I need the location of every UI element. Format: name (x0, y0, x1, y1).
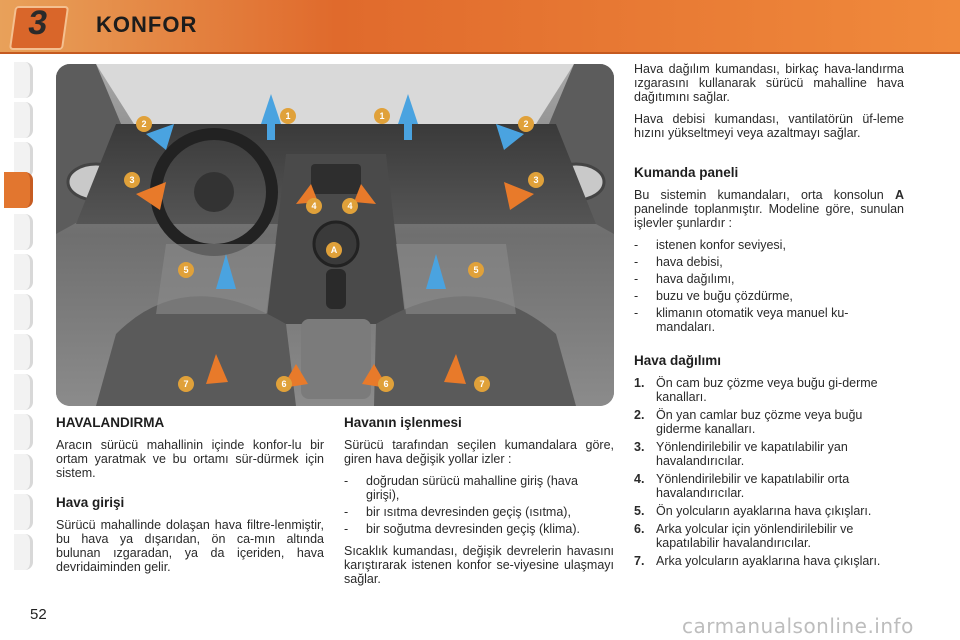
callout-7-right (474, 376, 490, 392)
chapter-number: 3 (25, 4, 51, 42)
callout-6-left (276, 376, 292, 392)
distribution-control-text: Hava dağılım kumandası, birkaç hava-landırma ızgarasını kullanarak sürücü mahalline hava dağıtımını sağlar. (634, 62, 904, 104)
callout-5-right (468, 262, 484, 278)
airflow-arrow-icon (267, 122, 275, 140)
list-item: 4. Yönlendirilebilir ve kapatılabilir orta havalandırıcılar. (634, 472, 850, 500)
svg-text:1: 1 (379, 111, 385, 121)
svg-text:7: 7 (183, 379, 189, 389)
air-distribution-list (634, 376, 904, 568)
section-heading: HAVALANDIRMA (56, 415, 165, 430)
list-item: 5. Ön yolcuların ayaklarına hava çıkışları. (634, 504, 872, 518)
page-number: 52 (30, 606, 47, 623)
svg-text:3: 3 (129, 175, 135, 185)
air-distribution-heading: Hava dağılımı (634, 353, 722, 368)
callout-3-left (124, 172, 140, 188)
chapter-tab[interactable] (14, 102, 33, 138)
callout-7-left (178, 376, 194, 392)
right-floor (396, 244, 516, 314)
chapter-tab[interactable] (14, 374, 33, 410)
svg-text:4: 4 (347, 201, 353, 211)
air-treatment-outro: Sıcaklık kumandası, değişik devrelerin havasını karıştırarak istenen konfor se-viyesine ulaşmayı sağlar. (344, 544, 614, 586)
control-panel-heading: Kumanda paneli (634, 165, 739, 180)
chapter-tab[interactable] (14, 414, 33, 450)
chapter-header (0, 0, 960, 54)
list-item: - bir ısıtma devresinden geçiş (ısıtma), (344, 505, 571, 519)
callout-4-right (342, 198, 358, 214)
air-paths-list (344, 474, 614, 536)
page-title: KONFOR (96, 12, 198, 37)
callout-2-right (518, 116, 534, 132)
svg-text:5: 5 (473, 265, 479, 275)
svg-text:4: 4 (311, 201, 317, 211)
list-item: 3. Yönlendirilebilir ve kapatılabilir yan havalandırıcılar. (634, 440, 848, 468)
svg-text:2: 2 (141, 119, 147, 129)
air-treatment-heading: Havanın işlenmesi (344, 415, 462, 430)
air-treatment-column (344, 416, 614, 594)
callout-6-right (378, 376, 394, 392)
callout-5-left (178, 262, 194, 278)
central-vents (311, 164, 361, 194)
airflow-arrow-icon (404, 122, 412, 140)
air-intake-body: Sürücü mahallinde dolaşan hava filtre-lenmiştir, bu hava ya dışarıdan, ön ca-mın altında bulunan ızgaradan, ya da içeriden, hava devridaiminden gelir. (56, 518, 324, 574)
chapter-tab[interactable] (14, 254, 33, 290)
list-item: - bir soğutma devresinden geçiş (klima). (344, 522, 580, 536)
callout-1-left (280, 108, 296, 124)
list-item: 1. Ön cam buz çözme veya buğu gi-derme kanalları. (634, 376, 878, 404)
list-item: - klimanın otomatik veya manuel ku-mandaları. (634, 306, 849, 334)
chapter-tab[interactable] (14, 534, 33, 570)
chapter-tab[interactable] (14, 334, 33, 370)
chapter-tab[interactable] (14, 214, 33, 250)
svg-text:2: 2 (523, 119, 529, 129)
svg-text:3: 3 (533, 175, 539, 185)
flow-control-text: Hava debisi kumandası, vantilatörün üf-leme hızını yükseltmeyi veya azaltmayı sağlar. (634, 112, 904, 140)
steering-hub (194, 172, 234, 212)
svg-text:6: 6 (281, 379, 287, 389)
svg-text:A: A (330, 245, 338, 255)
list-item: 2. Ön yan camlar buz çözme veya buğu giderme kanalları. (634, 408, 863, 436)
watermark: carmanualsonline.info (682, 614, 914, 638)
callout-a (326, 242, 342, 258)
callout-4-left (306, 198, 322, 214)
windshield (96, 64, 574, 124)
chapter-tab[interactable] (14, 62, 33, 98)
ventilation-intro: Aracın sürücü mahallinin içinde konfor-lu bir ortam yaratmak ve bu ortamı sür-dürmek için sistem. (56, 438, 324, 480)
callout-1-right (374, 108, 390, 124)
chapter-tab[interactable] (14, 294, 33, 330)
interior-illustration (56, 64, 614, 406)
callout-2-left (136, 116, 152, 132)
list-item: - istenen konfor seviyesi, (634, 238, 786, 252)
chapter-tabs (0, 62, 32, 582)
interior-illustration-svg (56, 64, 614, 406)
controls-column (634, 62, 904, 572)
chapter-tab[interactable] (14, 494, 33, 530)
chapter-tab[interactable] (14, 454, 33, 490)
list-item: - hava debisi, (634, 255, 723, 269)
list-item: 7. Arka yolcuların ayaklarına hava çıkışları. (634, 554, 881, 568)
ventilation-column (56, 416, 324, 582)
svg-text:1: 1 (285, 111, 291, 121)
gear-lever (326, 269, 346, 309)
svg-text:6: 6 (383, 379, 389, 389)
control-functions-list (634, 238, 904, 334)
armrest (301, 319, 371, 399)
callout-3-right (528, 172, 544, 188)
list-item: - buzu ve buğu çözdürme, (634, 289, 793, 303)
list-item: 6. Arka yolcular için yönlendirilebilir ve kapatılabilir havalandırıcılar. (634, 522, 854, 550)
air-treatment-intro: Sürücü tarafından seçilen kumandalara göre, giren hava değişik yollar izler : (344, 438, 614, 466)
svg-text:7: 7 (479, 379, 485, 389)
list-item: - doğrudan sürücü mahalline giriş (hava girişi), (344, 474, 578, 502)
list-item: - hava dağılımı, (634, 272, 735, 286)
left-floor (156, 244, 276, 314)
svg-text:5: 5 (183, 265, 189, 275)
air-intake-heading: Hava girişi (56, 495, 125, 510)
control-panel-intro: Bu sistemin kumandaları, orta konsolun A panelinde toplanmıştır. Modeline göre, sunulan işlevler şunlardır : (634, 188, 904, 230)
chapter-tab-active[interactable] (4, 172, 33, 208)
